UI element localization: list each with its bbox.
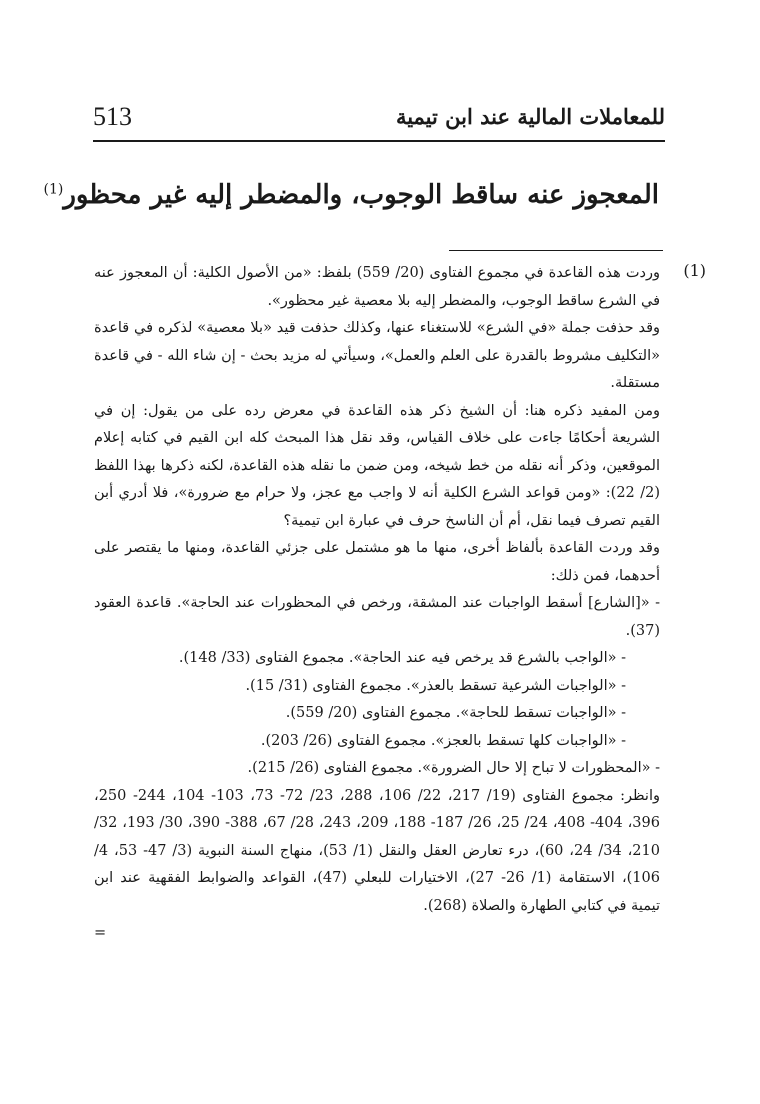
footnote-reference: (1) [43, 181, 64, 198]
footnote-paragraph: وقد وردت القاعدة بألفاظ أخرى، منها ما هو مشتمل على جزئي القاعدة، ومنها ما يقتصر على أحدهما، فمن ذلك: [94, 540, 660, 584]
continuation-mark: = [94, 925, 107, 941]
running-title: للمعاملات المالية عند ابن تيمية [395, 104, 665, 129]
footnote-paragraph: - «[الشارع] أسقط الواجبات عند المشقة، ورخص في المحظورات عند الحاجة». قاعدة العقود (37). [94, 595, 660, 639]
list-item: - «الواجبات الشرعية تسقط بالعذر». مجموع الفتاوى (31/ 15). [245, 677, 626, 694]
page-header [93, 98, 665, 138]
chapter-title-text: المعجوز عنه ساقط الوجوب، والمضطر إليه غير محظور [63, 180, 659, 210]
footnote-paragraph: وردت هذه القاعدة في مجموع الفتاوى (20/ 559) بلفظ: «من الأصول الكلية: أن المعجوز عنه في الشرع ساقط الوجوب، والمضطر إليه بلا معصية غير محظور». [94, 265, 661, 309]
list-item: - «الواجبات كلها تسقط بالعجز». مجموع الفتاوى (26/ 203). [260, 732, 626, 749]
header-rule [93, 140, 665, 142]
references-paragraph: وانظر: مجموع الفتاوى (19/ 217، 22/ 106، 288، 23/ 72- 73، 103- 104، 244- 250، 396، 404- 408، 24/ 25، 26/ 187- 188، 209، 243، 28/ 67، 388- 390، 30/ 193، 32/ 210، 34/ 24، 60)، درء تعارض العقل والنقل (1/ 53)، منهاج السنة النبوية (3/ 47- 53، 4/ 106)، الاستقامة (1/ 26- 27)، الاختيارات للبعلي (47)، القواعد والضوابط الفقهية عند ابن تيمية في كتابي الطهارة والصلاة (268). [94, 787, 660, 914]
footnote-paragraph: وقد حذفت جملة «في الشرع» للاستغناء عنها، وكذلك حذفت قيد «بلا معصية» لذكره في قاعدة «التكليف مشروط بالقدرة على العلم والعمل»، وسيأتي له مزيد بحث - إن شاء الله - في قاعدة مستقلة. [94, 320, 660, 391]
footnote-marker: (1) [683, 261, 706, 280]
chapter-title [43, 180, 659, 210]
list-item: - «الواجبات تسقط للحاجة». مجموع الفتاوى (20/ 559). [285, 705, 626, 721]
footnote-paragraph: ومن المفيد ذكره هنا: أن الشيخ ذكر هذه القاعدة في معرض رده على من يقول: إن في الشريعة أحكامًا جاءت على خلاف القياس، وقد نقل هذا المبحث كله ابن القيم في كتابه إعلام الموقعين، وذكر أنه نقله من خط شيخه، ومن ضمن ما نقله هذه القاعدة، لكنه ذكرها بهذا اللفظ (2/ 22): «ومن قواعد الشرع الكلية أنه لا واجب مع عجز، ولا حرام مع ضرورة»، فلا أدري أبن القيم تصرف فيما نقل، أم أن الناسخ حرف في عبارة ابن تيمية؟ [94, 402, 660, 529]
footnote-paragraph: - «المحظورات لا تباح إلا حال الضرورة». مجموع الفتاوى (26/ 215). [247, 760, 660, 776]
footnote-body [94, 260, 660, 947]
footnote-separator [449, 250, 663, 251]
page-number: 513 [93, 102, 132, 131]
list-item: - «الواجب بالشرع قد يرخص فيه عند الحاجة». مجموع الفتاوى (33/ 148). [178, 650, 626, 666]
